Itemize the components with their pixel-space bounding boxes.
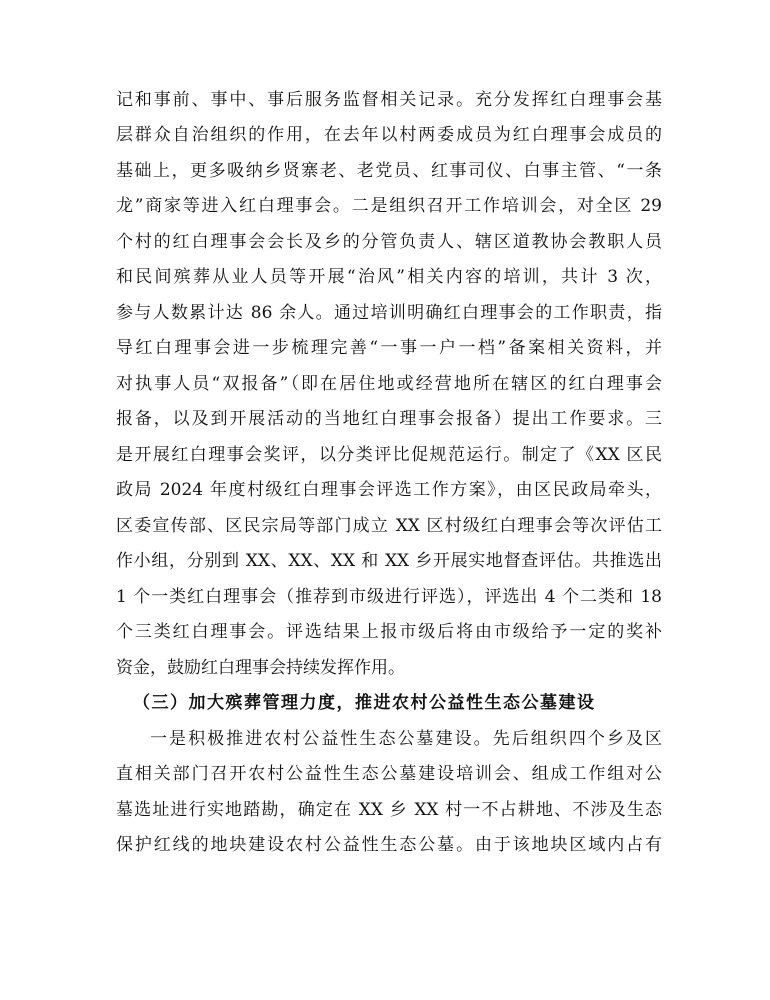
paragraph-line: 报备，以及到开展活动的当地红白理事会报备）提出工作要求。三 [116,409,662,429]
paragraph-line: 对执事人员“双报备”（即在居住地或经营地所在辖区的红白理事会 [116,374,662,394]
paragraph-line: 1 个一类红白理事会（推荐到市级进行评选），评选出 4 个二类和 18 [116,587,662,607]
paragraph-line: 基础上，更多吸纳乡贤寨老、老党员、红事司仪、白事主管、“一条 [116,161,662,181]
paragraph-line: 政局 2024 年度村级红白理事会评选工作方案》，由区民政局牵头， [116,480,662,500]
paragraph-line: 区委宣传部、区民宗局等部门成立 XX 区村级红白理事会等次评估工 [116,516,662,536]
section-heading: （三）加大殡葬管理力度，推进农村公益性生态公墓建设 [133,693,596,713]
paragraph-line: 和民间殡葬从业人员等开展“治风”相关内容的培训，共计 3 次， [116,267,662,287]
paragraph-line: 层群众自治组织的作用，在去年以村两委成员为红白理事会成员的 [116,125,662,145]
paragraph-line: 保护红线的地块建设农村公益性生态公墓。由于该地块区域内占有 [116,835,662,855]
paragraph-line: 龙”商家等进入红白理事会。二是组织召开工作培训会，对全区 29 [116,196,662,216]
paragraph-line: 作小组，分别到 XX、XX、XX 和 XX 乡开展实地督查评估。共推选出 [116,551,662,571]
paragraph-line: 直相关部门召开农村公益性生态公墓建设培训会、组成工作组对公 [116,764,662,784]
paragraph-line: 参与人数累计达 86 余人。通过培训明确红白理事会的工作职责，指 [116,303,662,323]
paragraph-line: 个三类红白理事会。评选结果上报市级后将由市级给予一定的奖补 [116,622,662,642]
paragraph-line: 导红白理事会进一步梳理完善“一事一户一档”备案相关资料，并 [116,338,662,358]
paragraph-line: 记和事前、事中、事后服务监督相关记录。充分发挥红白理事会基 [116,90,662,110]
paragraph-line: 是开展红白理事会奖评，以分类评比促规范运行。制定了《XX 区民 [116,445,662,465]
paragraph-line: 个村的红白理事会会长及乡的分管负责人、辖区道教协会教职人员 [116,232,662,252]
paragraph-line: 资金，鼓励红白理事会持续发挥作用。 [116,658,405,678]
paragraph-line: 一是积极推进农村公益性生态公墓建设。先后组织四个乡及区 [150,729,662,749]
paragraph-line: 墓选址进行实地踏勘，确定在 XX 乡 XX 村一不占耕地、不涉及生态 [116,800,662,820]
